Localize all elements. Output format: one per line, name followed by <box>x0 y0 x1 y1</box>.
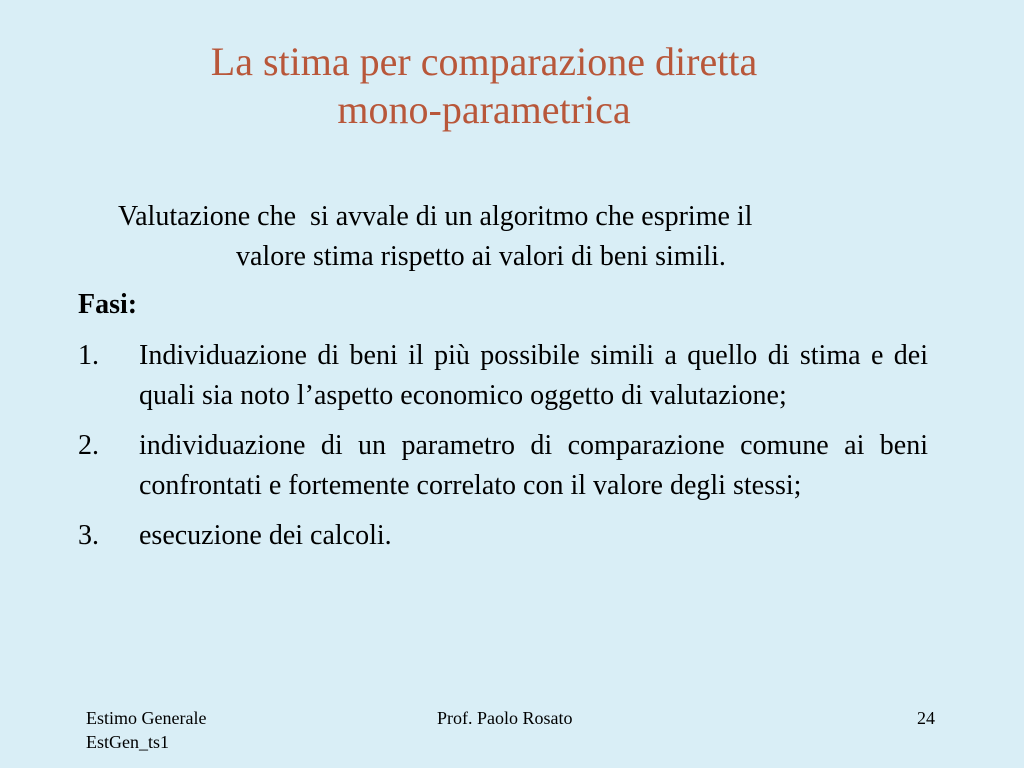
footer-course-name: Estimo Generale <box>86 708 207 728</box>
list-item-text: Individuazione di beni il più possibile simili a quello di stima e dei quali sia noto l’aspetto economico oggetto di valutazione; <box>139 340 928 411</box>
slide-title-line-2: mono-parametrica <box>337 87 631 132</box>
phases-list <box>78 336 928 566</box>
intro-line-1: Valutazione che si avvale di un algoritmo che esprime il <box>118 201 753 232</box>
list-item-number: 3. <box>78 520 99 551</box>
slide-title <box>0 38 968 134</box>
intro-line-2: valore stima rispetto ai valori di beni simili. <box>236 241 726 272</box>
footer-course-code: EstGen_ts1 <box>86 732 169 752</box>
list-item-2 <box>78 426 928 506</box>
footer-left <box>86 706 206 754</box>
list-item-number: 2. <box>78 430 99 461</box>
slide-title-line-1: La stima per comparazione diretta <box>210 39 758 84</box>
list-item-1 <box>78 336 928 416</box>
list-item-text: esecuzione dei calcoli. <box>139 520 392 551</box>
list-item-number: 1. <box>78 340 99 371</box>
list-item-text: individuazione di un parametro di comparazione comune ai beni confrontati e fortemente correlato con il valore degli stessi; <box>139 430 928 501</box>
list-item-3 <box>78 516 928 556</box>
footer-page-number: 24 <box>917 708 935 728</box>
footer-author: Prof. Paolo Rosato <box>437 708 573 728</box>
phases-heading: Fasi: <box>78 289 138 320</box>
intro-paragraph <box>118 197 908 277</box>
